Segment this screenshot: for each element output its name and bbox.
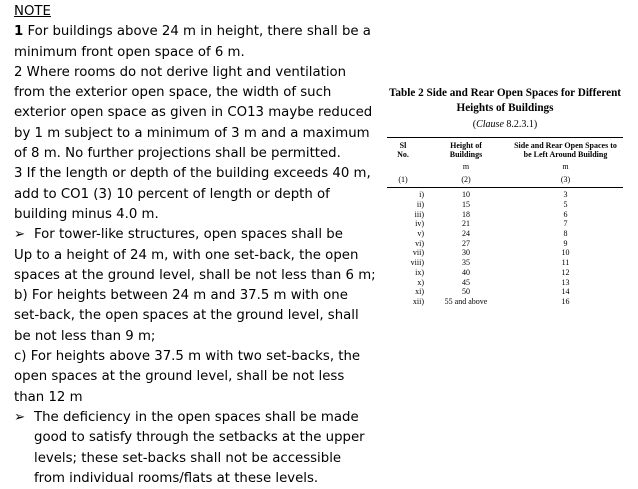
table-row bbox=[387, 238, 623, 248]
note-subitem-b: b) For heights between 24 m and 37.5 m with one set-back, the open spaces at the ground level, shall be not less than 9 m; bbox=[14, 288, 359, 344]
table-units-row bbox=[387, 160, 623, 172]
bullet-deficiency-text: The deficiency in the open spaces shall be made good to satisfy through the setbacks at the upper levels; these set-backs shall not be accessible from individual rooms/flats at these levels. bbox=[34, 409, 365, 486]
row-height: 27 bbox=[462, 238, 470, 248]
row-sl: iv) bbox=[415, 219, 424, 229]
table-row bbox=[387, 209, 623, 219]
header-height: Height of Buildings bbox=[424, 138, 508, 161]
row-open-space: 5 bbox=[563, 200, 568, 210]
row-height: 30 bbox=[462, 248, 470, 258]
row-height: 40 bbox=[462, 267, 470, 277]
note-section bbox=[14, 2, 376, 489]
row-height: 55 and above bbox=[444, 296, 488, 306]
note-item-1-text: For buildings above 24 m in height, there shall be a minimum front open space of 6 m. bbox=[14, 24, 371, 60]
note-subitem-c: c) For heights above 37.5 m with two set-backs, the open spaces at the ground level, shall be not less than 12 m bbox=[14, 349, 361, 405]
row-height: 21 bbox=[462, 219, 470, 229]
row-sl: viii) bbox=[410, 258, 424, 268]
row-open-space: 12 bbox=[561, 267, 570, 277]
column-number-2: (2) bbox=[424, 172, 508, 188]
row-sl: ix) bbox=[415, 267, 424, 277]
column-number-3: (3) bbox=[508, 172, 623, 188]
header-open-spaces: Side and Rear Open Spaces to be Left Around Building bbox=[508, 138, 623, 161]
table-row bbox=[387, 248, 623, 258]
unit-space: m bbox=[562, 162, 569, 171]
table-row bbox=[387, 258, 623, 268]
table-title bbox=[383, 86, 627, 116]
row-sl: xii) bbox=[412, 296, 424, 306]
note-item-1-number: 1 bbox=[14, 24, 24, 40]
table-row bbox=[387, 219, 623, 229]
arrow-bullet-icon: ➢ bbox=[14, 227, 26, 243]
table-row bbox=[387, 297, 623, 308]
row-open-space: 16 bbox=[561, 296, 570, 306]
row-height: 45 bbox=[462, 277, 470, 287]
header-sl-no: Sl No. bbox=[387, 138, 424, 161]
row-open-space: 14 bbox=[561, 287, 570, 297]
row-open-space: 9 bbox=[563, 238, 568, 248]
open-spaces-table bbox=[387, 137, 623, 307]
table-row bbox=[387, 287, 623, 297]
row-sl: vii) bbox=[412, 248, 424, 258]
table-header-row bbox=[387, 138, 623, 161]
bullet-deficiency bbox=[14, 408, 376, 489]
table-title-line-2: Heights of Buildings bbox=[456, 102, 554, 114]
row-height: 15 bbox=[462, 200, 470, 210]
row-height: 10 bbox=[462, 190, 470, 200]
row-height: 18 bbox=[462, 209, 470, 219]
row-open-space: 11 bbox=[561, 258, 570, 268]
note-item-2: 2 Where rooms do not derive light and ventilation from the exterior open space, the width of such exterior open space as given in CO13 maybe reduced by 1 m subject to a minimum of 3 m and a maximum of 8 m. No further projections shall be permitted. bbox=[14, 64, 373, 162]
row-height: 24 bbox=[462, 229, 470, 239]
row-height: 35 bbox=[462, 258, 470, 268]
note-title: NOTE bbox=[14, 4, 51, 19]
arrow-bullet-icon: ➢ bbox=[14, 409, 26, 425]
table-row bbox=[387, 268, 623, 278]
bullet-tower-structures bbox=[14, 225, 376, 245]
row-sl: xi) bbox=[415, 287, 424, 297]
table-row bbox=[387, 229, 623, 239]
table-title-line-1: Table 2 Side and Rear Open Spaces for Different bbox=[388, 87, 622, 99]
unit-sl bbox=[387, 160, 424, 172]
note-item-1 bbox=[14, 22, 376, 63]
row-open-space: 10 bbox=[561, 248, 570, 258]
bullet-tower-structures-text: For tower-like structures, open spaces shall be bbox=[34, 227, 343, 243]
row-sl: ii) bbox=[416, 200, 424, 210]
open-spaces-table-block bbox=[383, 86, 627, 307]
row-open-space: 3 bbox=[563, 190, 568, 200]
clause-open-paren: ( bbox=[472, 119, 477, 130]
row-sl: i) bbox=[419, 190, 424, 200]
table-row bbox=[387, 200, 623, 210]
row-open-space: 6 bbox=[563, 209, 568, 219]
table-column-number-row bbox=[387, 172, 623, 188]
row-sl: x) bbox=[417, 277, 424, 287]
note-subitem-a: Up to a height of 24 m, with one set-back, the open spaces at the ground level, shall be not less than 6 m; bbox=[14, 247, 376, 283]
table-row bbox=[387, 277, 623, 287]
table-row bbox=[387, 188, 623, 200]
table-body bbox=[387, 188, 623, 308]
table-clause-reference bbox=[383, 118, 627, 132]
unit-height: m bbox=[462, 162, 470, 171]
note-item-3: 3 If the length or depth of the building exceeds 40 m, add to CO1 (3) 10 percent of length or depth of building minus 4.0 m. bbox=[14, 166, 371, 222]
column-number-1: (1) bbox=[387, 172, 424, 188]
row-sl: v) bbox=[417, 229, 424, 239]
row-sl: iii) bbox=[414, 209, 424, 219]
row-open-space: 8 bbox=[563, 229, 568, 239]
row-open-space: 7 bbox=[563, 219, 568, 229]
row-open-space: 13 bbox=[561, 277, 570, 287]
clause-number: 8.2.3.1) bbox=[503, 119, 538, 130]
row-sl: vi) bbox=[415, 238, 424, 248]
clause-word: Clause bbox=[476, 119, 504, 130]
row-height: 50 bbox=[462, 287, 470, 297]
